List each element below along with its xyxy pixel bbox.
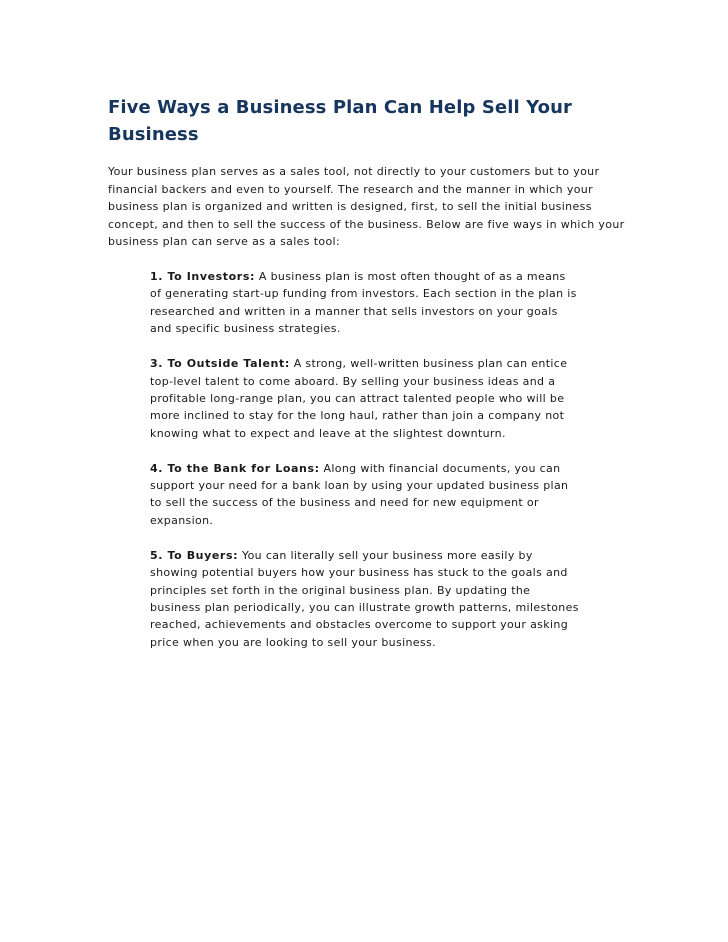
way-label: 1. To Investors:	[150, 270, 255, 283]
way-item-investors	[150, 268, 580, 338]
document-title: Five Ways a Business Plan Can Help Sell Your Business	[108, 97, 572, 145]
way-text: Along with financial documents, you can support your need for a bank loan by using your updated business plan to sell the success of the business and need for new equipment or expansion.	[150, 461, 569, 527]
way-text: You can literally sell your business more easily by showing potential buyers how your business has stuck to the goals and principles set forth in the original business plan. By updating the business plan periodically, you can illustrate growth patterns, milestones reached, achievements and obstacles overcome to support your asking price when you are looking to sell your business.	[150, 548, 579, 649]
way-label: 5. To Buyers:	[150, 548, 239, 562]
way-label: 3. To Outside Talent:	[150, 357, 290, 371]
way-item-outside-talent	[150, 355, 580, 442]
way-label: 4. To the Bank for Loans:	[150, 461, 320, 475]
way-text: A business plan is most often thought of as a means of generating start-up funding from investors. Each section in the plan is researched and written in a manner that sells investors on your goals and specific business strategies.	[150, 270, 577, 336]
way-item-buyers	[150, 547, 580, 651]
intro-paragraph: Your business plan serves as a sales tool, not directly to your customers but to your financial backers and even to yourself. The research and the manner in which your business plan is organized and written is designed, first, to sell the initial business concept, and then to sell the success of the business. Below are five ways in which your business plan can serve as a sales tool:	[108, 165, 625, 249]
way-item-bank-loans	[150, 460, 580, 530]
ways-list	[150, 268, 580, 669]
way-text: A strong, well-written business plan can entice top-level talent to come aboard. By selling your business ideas and a profitable long-range plan, you can attract talented people who will be more inclined to stay for the long haul, rather than join a company not knowing what to expect and leave at the slightest downturn.	[150, 357, 568, 440]
